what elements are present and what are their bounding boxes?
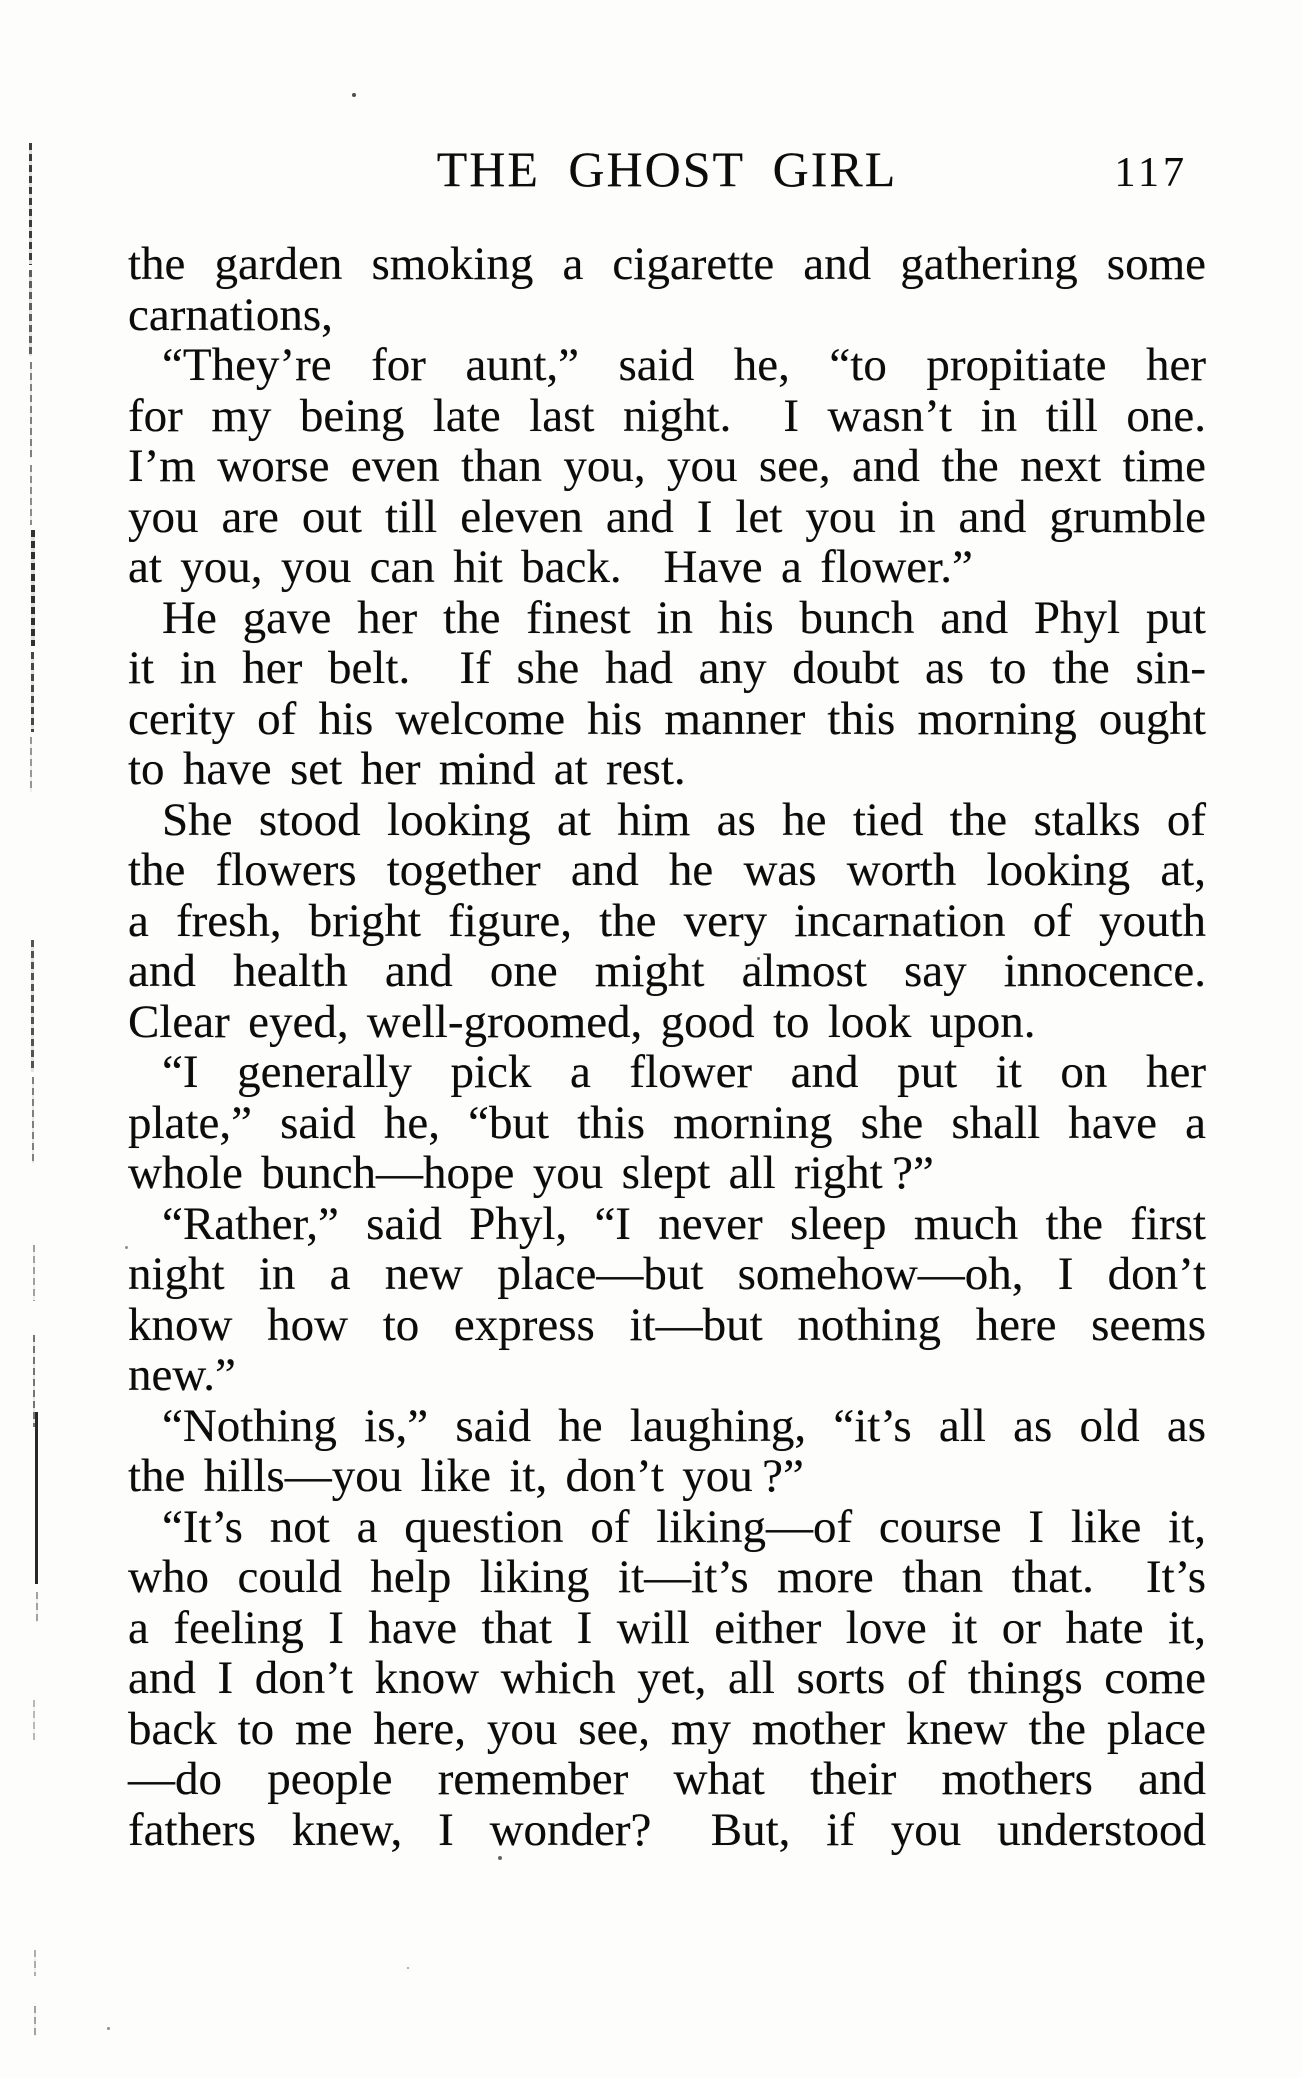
scan-edge-mark [31,530,35,646]
text-line: the hills—you like it, don’t you ?” [128,1450,804,1502]
body-text [128,239,1206,1855]
text-line: “It’s not a question of liking—of course I like it, [162,1500,1206,1553]
text-line: plate,” said he, “but this morning she shall have a [128,1096,1206,1149]
scan-edge-mark [34,2006,36,2036]
ink-speck [407,1967,409,1969]
running-title: THE GHOST GIRL [436,141,898,197]
text-line: She stood looking at him as he tied the stalks of [162,793,1206,846]
text-line: and health and one might almost say innocence. [128,945,1206,997]
text-line: He gave her the finest in his bunch and Phyl put [162,591,1206,644]
scan-edge-mark [29,143,32,265]
scan-edge-mark [31,940,34,1072]
scan-edge-mark [29,270,32,356]
text-line: fathers knew, I wonder? But, if you understood [128,1803,1206,1856]
text-line: Clear eyed, well-groomed, good to look upon. [128,995,1036,1048]
text-line: new.” [128,1349,236,1401]
text-line: for my being late last night. I wasn’t in till one. [128,389,1206,442]
text-line: who could help liking it—it’s more than that. It’s [128,1551,1206,1603]
text-line: night in a new place—but somehow—oh, I don’t [128,1248,1206,1300]
ink-speck [352,93,356,97]
text-line: the flowers together and he was worth looking at, [128,844,1206,896]
text-line: cerity of his welcome his manner this morning ought [128,692,1206,745]
text-line: “They’re for aunt,” said he, “to propitiate her [162,339,1206,391]
scan-edge-mark [35,1412,38,1584]
text-line: to have set her mind at rest. [128,743,686,795]
ink-speck [107,2027,110,2030]
scan-edge-mark [30,737,32,792]
text-line: a fresh, bright figure, the very incarnation of youth [128,894,1206,947]
text-line: you are out till eleven and I let you in and grumble [128,490,1206,543]
scan-edge-mark [33,1700,35,1740]
ink-speck [498,1856,502,1860]
text-line: at you, you can hit back. Have a flower.” [128,541,973,593]
text-line: back to me here, you see, my mother knew the place [128,1702,1206,1755]
scan-edge-mark [30,465,32,525]
text-line: I’m worse even than you, you see, and the next time [128,440,1206,492]
scan-edge-mark [36,1592,38,1622]
scan-edge-mark [34,1950,36,1976]
running-head [128,141,1206,197]
text-line: and I don’t know which yet, all sorts of things come [128,1652,1206,1704]
scan-edge-mark [30,362,32,458]
scan-edge-mark [32,1077,34,1163]
text-line: a feeling I have that I will either love it or hate it, [128,1601,1206,1654]
text-line: carnations, [128,288,333,341]
text-line: know how to express it—but nothing here seems [128,1298,1206,1351]
scan-edge-mark [31,652,34,732]
text-line: it in her belt. If she had any doubt as to the sin- [128,642,1206,694]
page-number: 117 [1114,150,1188,196]
text-line: —do people remember what their mothers and [128,1753,1206,1805]
scan-edge-mark [33,1245,35,1301]
text-line: the garden smoking a cigarette and gathering some [128,238,1206,290]
text-line: “Nothing is,” said he laughing, “it’s all as old as [162,1399,1206,1452]
text-line: whole bunch—hope you slept all right ?” [128,1147,934,1199]
text-line: “Rather,” said Phyl, “I never sleep much the first [162,1197,1206,1250]
text-line: “I generally pick a flower and put it on her [162,1046,1206,1098]
